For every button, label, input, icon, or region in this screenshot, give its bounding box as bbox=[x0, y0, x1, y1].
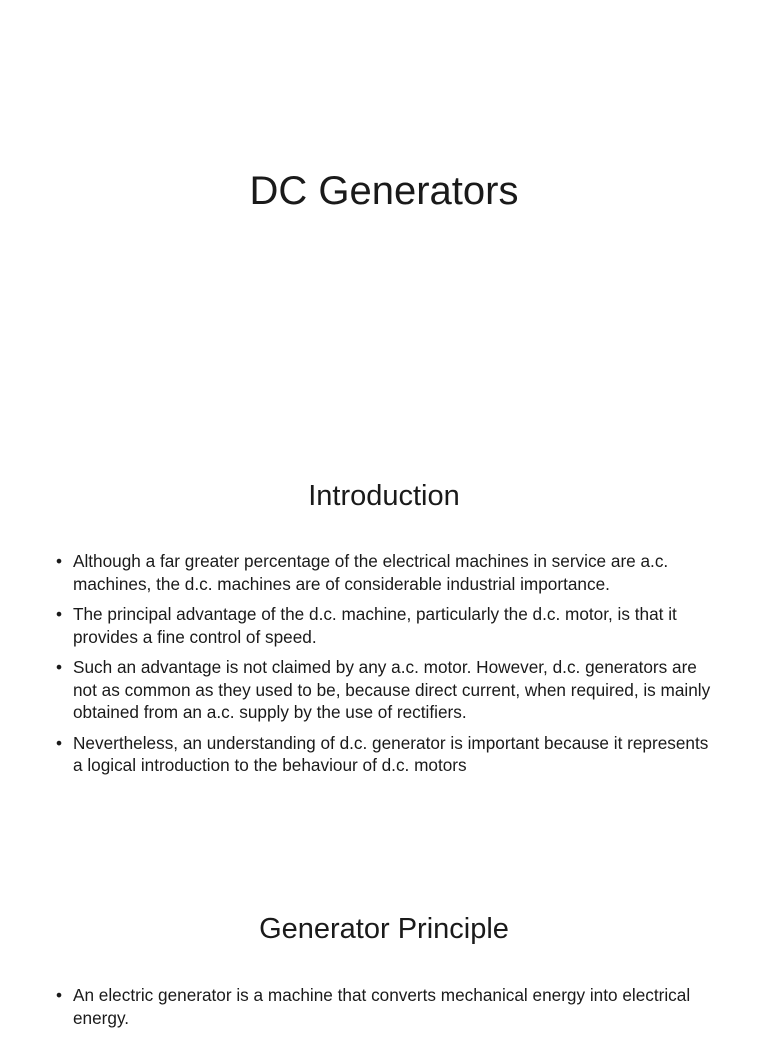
page-title: DC Generators bbox=[249, 169, 519, 213]
bullet-icon: • bbox=[56, 985, 63, 1005]
bullet-icon: • bbox=[56, 551, 63, 571]
bullet-text: Such an advantage is not claimed by any a.c. motor. However, d.c. generators are not as common as they used to be, because direct current, when required, is mainly obtained from an a.c. supply by the use of rectifiers. bbox=[73, 657, 711, 722]
bullet-text: The principal advantage of the d.c. machine, particularly the d.c. motor, is that it provides a fine control of speed. bbox=[73, 604, 677, 647]
generator-principle-bullet-list bbox=[56, 984, 716, 1037]
bullet-icon: • bbox=[56, 732, 63, 753]
bullet-text: An electric generator is a machine that converts mechanical energy into electrical energy. bbox=[73, 985, 691, 1028]
bullet-text: Although a far greater percentage of the electrical machines in service are a.c. machines, the d.c. machines are of considerable industrial importance. bbox=[73, 551, 669, 594]
section-title-introduction: Introduction bbox=[308, 480, 460, 512]
bullet-icon: • bbox=[56, 657, 63, 677]
section-title-generator-principle: Generator Principle bbox=[259, 913, 509, 945]
list-item bbox=[56, 984, 716, 1029]
bullet-text: Nevertheless, an understanding of d.c. generator is important because it represents a logical introduction to the behaviour of d.c. motors bbox=[73, 732, 709, 775]
bullet-icon: • bbox=[56, 604, 63, 624]
